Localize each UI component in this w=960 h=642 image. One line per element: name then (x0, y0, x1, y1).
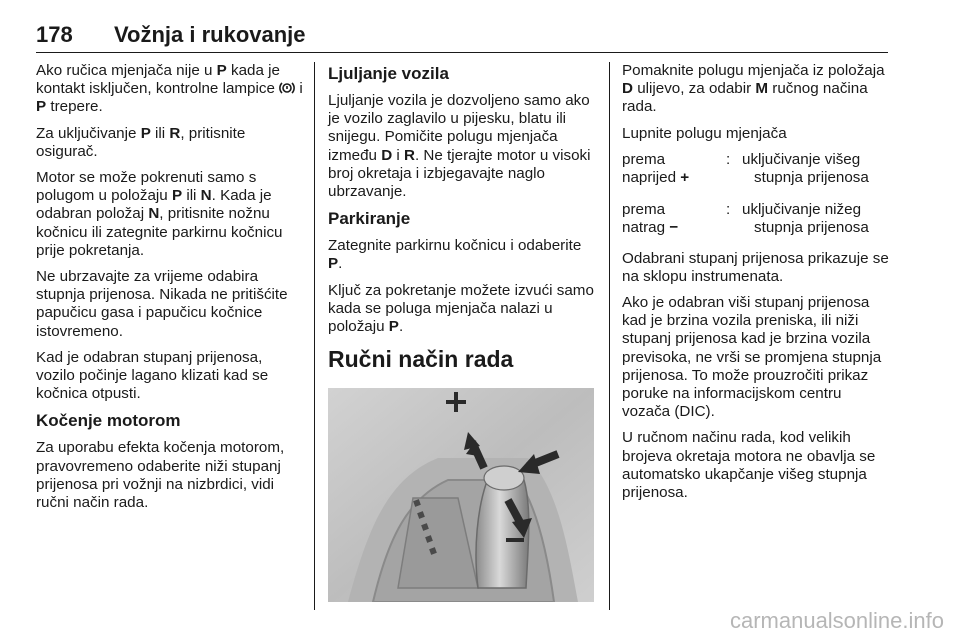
column-middle (328, 62, 594, 602)
section-heading: Kočenje motorom (36, 411, 181, 431)
definition-back: prema natrag − : uključivanje nižeg stupnja prijenosa (622, 201, 869, 237)
paragraph: Zategnite parkirnu kočnicu i odaberite P. (328, 237, 582, 273)
plus-icon: + (680, 169, 690, 187)
paragraph: Motor se može pokrenuti samo s polugom u položaju P ili N. Kada je odabran položaj N, pritisnite nožnu kočnicu ili zategnite parkirnu kočnicu prije pokretanja. (36, 169, 283, 259)
column-right (622, 62, 890, 510)
warning-lamp-icon (279, 80, 295, 97)
definition-forward: prema naprijed + : uključivanje višeg stupnja prijenosa (622, 150, 869, 187)
paragraph: Ako je odabran viši stupanj prijenosa kad je brzina vozila preniska, ili niži stupanj prijenosa kad je brzina vozila previsoka, ne vrši se promjena stupnja prijenosa. To može prouzročiti prikaz poruke na informacijskom centru vozača (DIC). (622, 294, 882, 421)
section-title: Ručni način rada (328, 346, 514, 373)
minus-icon: − (669, 219, 679, 237)
paragraph: Ako ručica mjenjača nije u P kada je kontakt isključen, kontrolne lampice i P trepere. (36, 62, 303, 116)
watermark: carmanualsonline.info (729, 608, 944, 633)
paragraph: Za uporabu efekta kočenja motorom, pravovremeno odaberite niži stupanj prijenosa pri vožnji na nizbrdici, vidi ručni način rada. (36, 439, 285, 512)
column-divider (314, 62, 315, 610)
paragraph: U ručnom načinu rada, kod velikih brojeva okretaja motora ne obavlja se automatsko ukapčanje višeg stupnja prijenosa. (622, 429, 876, 502)
paragraph: Pomaknite polugu mjenjača iz položaja D ulijevo, za odabir M ručnog načina rada. (622, 62, 885, 116)
gear-selector-illustration (328, 388, 594, 602)
chapter-title: Vožnja i rukovanje (114, 22, 306, 47)
column-divider (609, 62, 610, 610)
page-header (36, 22, 888, 53)
section-heading: Ljuljanje vozila (328, 64, 449, 83)
paragraph: Odabrani stupanj prijenosa prikazuje se na sklopu instrumenata. (622, 249, 889, 285)
section-heading: Parkiranje (328, 209, 411, 229)
paragraph: Ključ za pokretanje možete izvući samo kada se poluga mjenjača nalazi u položaju P. (328, 281, 594, 336)
paragraph: Za uključivanje P ili R, pritisnite osigurač. (36, 124, 246, 160)
paragraph: Kad je odabran stupanj prijenosa, vozilo počinje lagano klizati kad se kočnica otpusti. (36, 348, 269, 403)
paragraph: Ne ubrzavajte za vrijeme odabira stupnja prijenosa. Nikada ne pritišćite papučicu gasa i papučicu kočnice istovremeno. (36, 268, 288, 340)
paragraph: Lupnite polugu mjenjača (622, 124, 787, 142)
page-number: 178 (36, 22, 73, 47)
paragraph: Ljuljanje vozila je dozvoljeno samo ako je vozilo zaglavilo u pijesku, blatu ili snijegu. Pomičite polugu mjenjača između D i R. Ne tjerajte motor u visoki broj okretaja i izbjegavajte naglo ubrzavanje. (328, 92, 591, 201)
column-left (36, 62, 304, 520)
